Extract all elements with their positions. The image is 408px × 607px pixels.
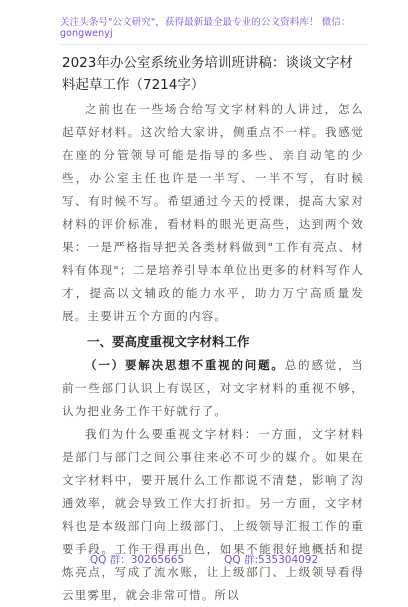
footer-qq-group-1: QQ 群：30265665	[89, 554, 185, 566]
footer	[0, 552, 408, 568]
footer-qq-group-2: QQ 群:535304092	[224, 554, 319, 566]
document-title: 2023年办公室系统业务培训班讲稿：谈谈文字材料起草工作（7214字）	[62, 55, 353, 93]
document-body	[62, 52, 364, 607]
intro-paragraph: 之前也在一些场合给写文字材料的人讲过，怎么起草好材料。这次给大家讲，侧重点不一样。我感觉在座的分管领导可能是指导的多些、亲自动笔的少些，办公室主任也许是一半写、一半不写，有时候写、有时候不写。希望通过今天的授课，提高大家对材料的评价标准，看材料的眼光更高些，达到两个效果：一是严格指导把关各类材料做到"工作有亮点、材料有体现"；二是培养引导本单位出更多的材料写作人才，提高以文辅政的能力水平，助力万宁高质量发展。主要讲五个方面的内容。	[62, 102, 364, 323]
subsection-text: 总的感觉，当前一些部门认识上有误区，对文字材料的重视不够，认为把业务工作干好就行了。	[62, 358, 365, 418]
subsection-lead: （一）要解决思想不重视的问题。	[85, 358, 285, 372]
subsection-paragraph	[62, 354, 364, 423]
section-heading: 一、要高度重视文字材料工作	[87, 334, 250, 349]
banner-text: 关注头条号"公文研究"，获得最新最全最专业的公文资料库！ 微信：gongwenyj	[60, 16, 351, 39]
header-banner	[60, 8, 368, 45]
body-paragraph: 我们为什么要重视文字材料：一方面，文字材料是部门与部门之间公事往来必不可少的媒介。如果在文字材料中，要开展什么工作都说不清楚，影响了沟通效率，就会导致工作大打折扣。另一方面，文字材料也是本级部门向上级部门、上级领导汇报工作的重要手段。工作干得再出色，如果不能很好地概括和提炼亮点，写成了流水账，让上级部门、上级领导看得云里雾里，就会非常可惜。所以	[62, 427, 364, 602]
